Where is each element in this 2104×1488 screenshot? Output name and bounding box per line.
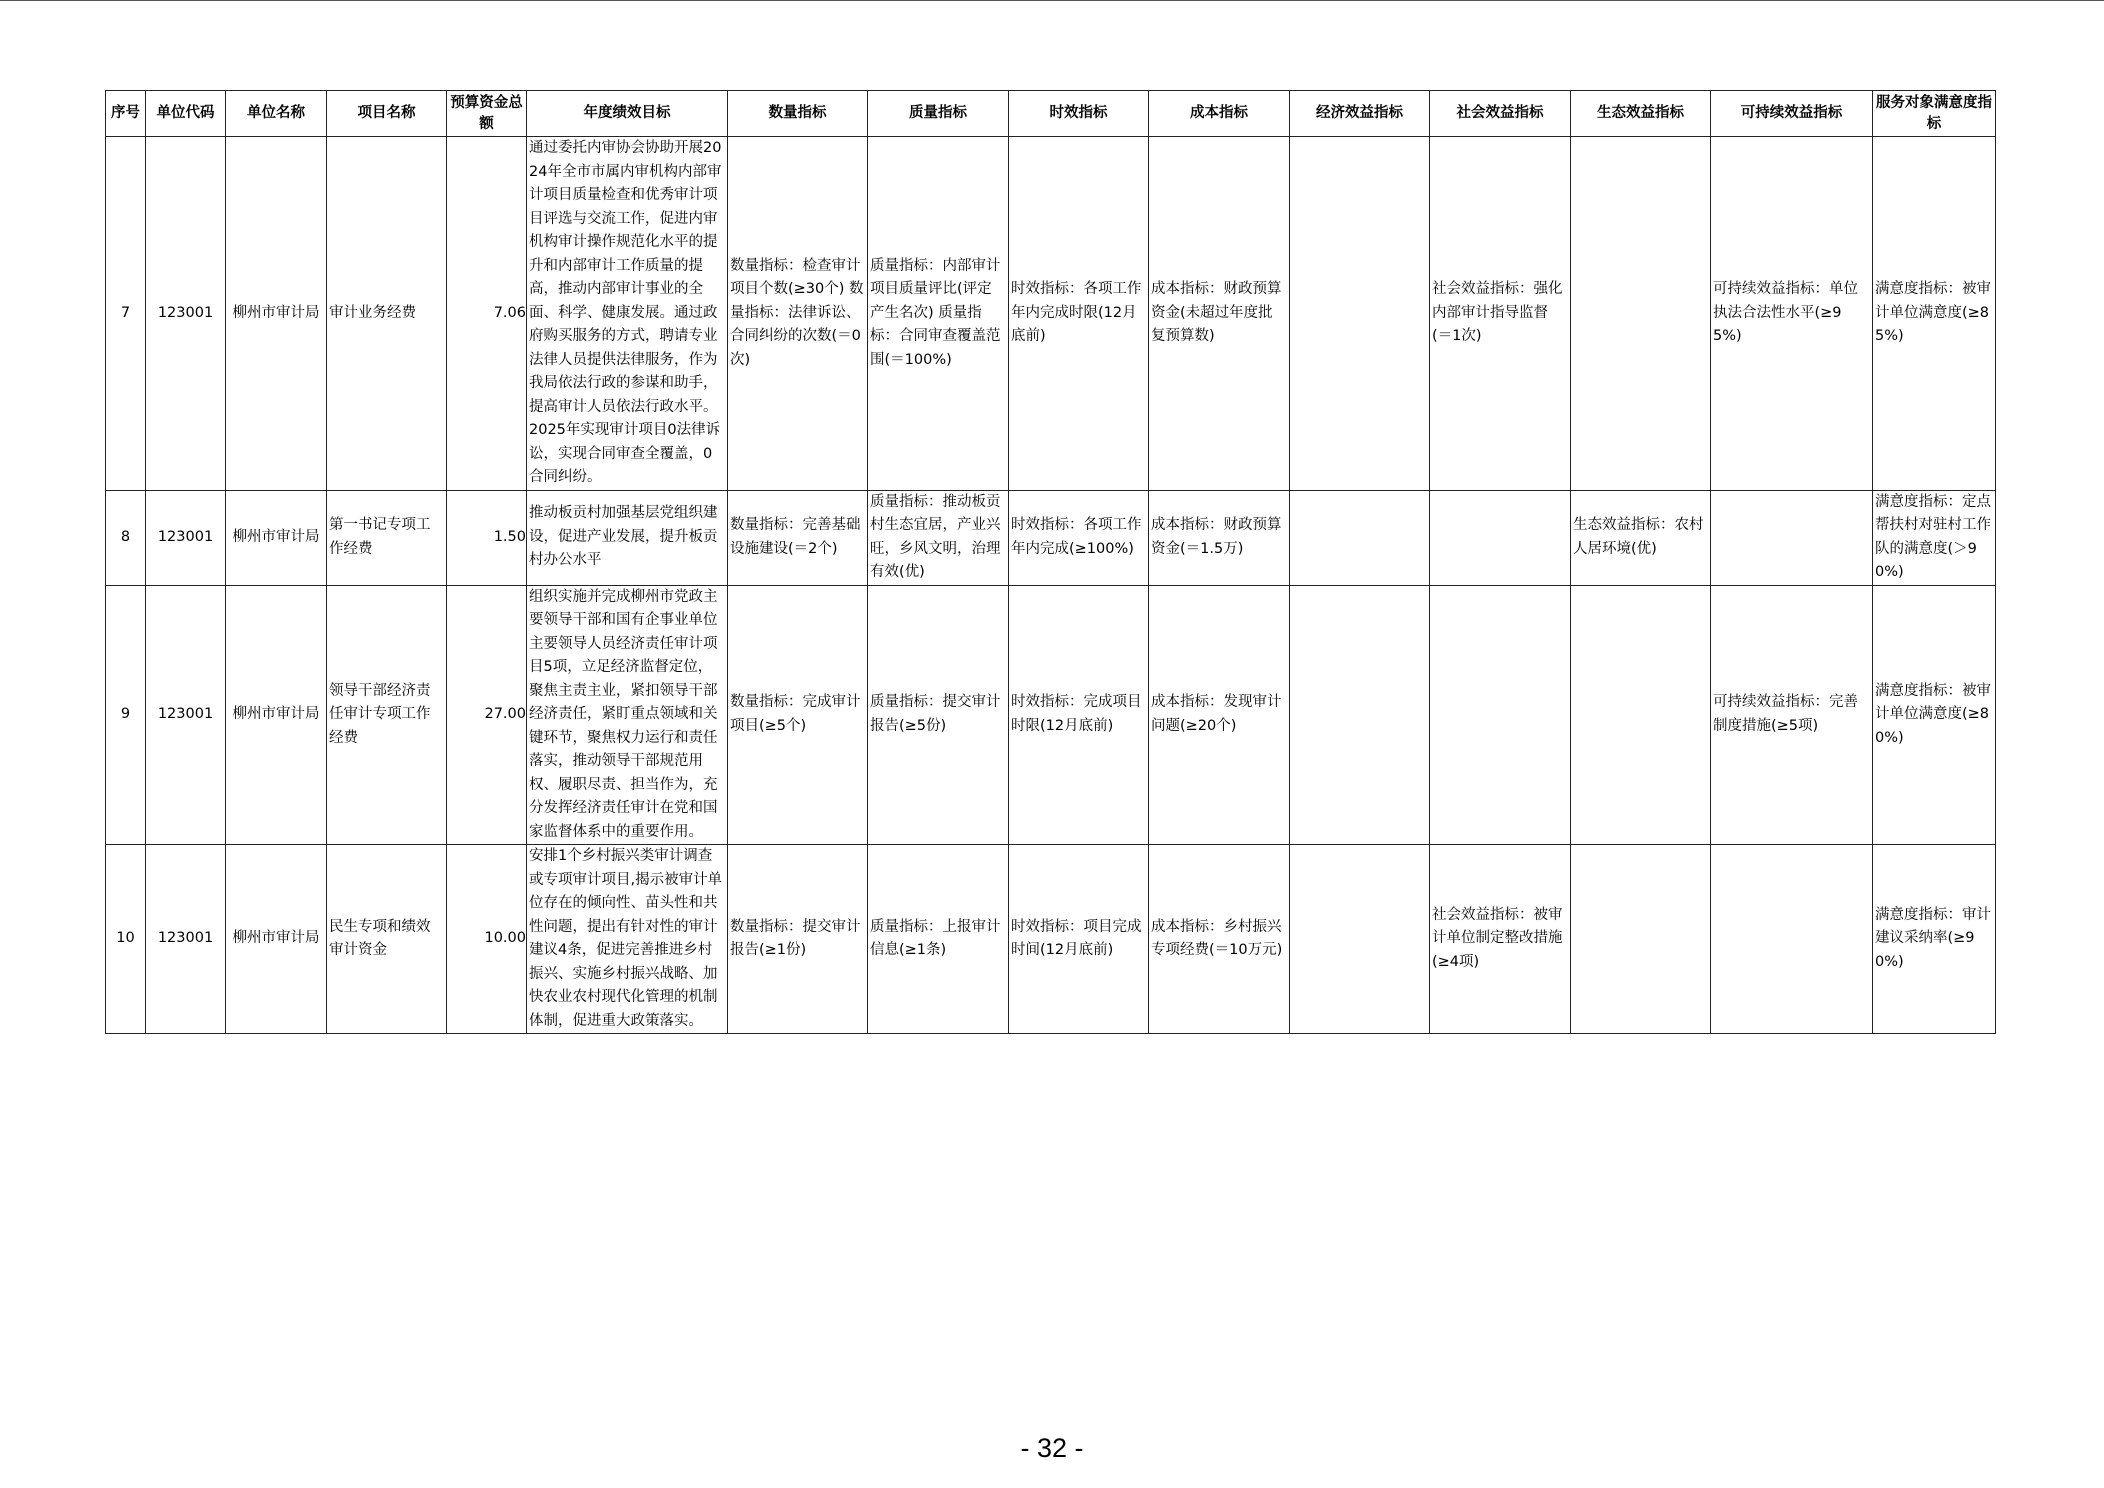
performance-goals-table xyxy=(105,90,1996,1034)
cell-annual-goal: 安排1个乡村振兴类审计调查或专项审计项目,揭示被审计单位存在的倾向性、苗头性和共性问题，提出有针对性的审计建议4条，促进完善推进乡村振兴、实施乡村振兴战略、加快农业农村现代化管理的机制体制，促进重大政策落实。 xyxy=(527,845,728,1034)
cell-social: 社会效益指标：强化内部审计指导监督(＝1次) xyxy=(1430,137,1571,491)
header-budget-total: 预算资金总额 xyxy=(447,91,527,137)
cell-unit-name: 柳州市审计局 xyxy=(226,585,327,845)
cell-ecological xyxy=(1571,137,1711,491)
cell-cost: 成本指标：乡村振兴专项经费(＝10万元) xyxy=(1149,845,1290,1034)
cell-timeliness: 时效指标：完成项目时限(12月底前) xyxy=(1009,585,1149,845)
cell-seq: 7 xyxy=(106,137,146,491)
cell-quality: 质量指标：上报审计信息(≥1条) xyxy=(868,845,1009,1034)
header-sustainable: 可持续效益指标 xyxy=(1711,91,1873,137)
header-satisfaction: 服务对象满意度指标 xyxy=(1873,91,1996,137)
header-seq: 序号 xyxy=(106,91,146,137)
cell-quality: 质量指标：推动板贡村生态宜居，产业兴旺，乡风文明，治理有效(优) xyxy=(868,490,1009,585)
cell-unit-code: 123001 xyxy=(146,490,226,585)
cell-cost: 成本指标：财政预算资金(＝1.5万) xyxy=(1149,490,1290,585)
table-row xyxy=(106,585,1996,845)
cell-satisfaction: 满意度指标：审计建议采纳率(≥90%) xyxy=(1873,845,1996,1034)
cell-quantity: 数量指标：完成审计项目(≥5个) xyxy=(728,585,868,845)
cell-unit-name: 柳州市审计局 xyxy=(226,845,327,1034)
cell-project-name: 第一书记专项工作经费 xyxy=(327,490,447,585)
cell-project-name: 领导干部经济责任审计专项工作经费 xyxy=(327,585,447,845)
cell-quantity: 数量指标：检查审计项目个数(≥30个) 数量指标：法律诉讼、合同纠纷的次数(＝0次) xyxy=(728,137,868,491)
cell-quality: 质量指标：提交审计报告(≥5份) xyxy=(868,585,1009,845)
cell-social: 社会效益指标：被审计单位制定整改措施(≥4项) xyxy=(1430,845,1571,1034)
cell-annual-goal: 组织实施并完成柳州市党政主要领导干部和国有企事业单位主要领导人员经济责任审计项目5项，立足经济监督定位，聚焦主责主业，紧扣领导干部经济责任，紧盯重点领域和关键环节，聚焦权力运行和责任落实，推动领导干部规范用权、履职尽责、担当作为，充分发挥经济责任审计在党和国家监督体系中的重要作用。 xyxy=(527,585,728,845)
cell-sustainable: 可持续效益指标：单位执法合法性水平(≥95%) xyxy=(1711,137,1873,491)
cell-satisfaction: 满意度指标：定点帮扶村对驻村工作队的满意度(＞90%) xyxy=(1873,490,1996,585)
cell-project-name: 民生专项和绩效审计资金 xyxy=(327,845,447,1034)
cell-economic xyxy=(1290,490,1430,585)
cell-satisfaction: 满意度指标：被审计单位满意度(≥80%) xyxy=(1873,585,1996,845)
cell-social xyxy=(1430,490,1571,585)
header-annual-goal: 年度绩效目标 xyxy=(527,91,728,137)
table-row xyxy=(106,137,1996,491)
header-quality: 质量指标 xyxy=(868,91,1009,137)
header-quantity: 数量指标 xyxy=(728,91,868,137)
cell-budget: 10.00 xyxy=(447,845,527,1034)
cell-economic xyxy=(1290,585,1430,845)
cell-seq: 8 xyxy=(106,490,146,585)
cell-timeliness: 时效指标：项目完成时间(12月底前) xyxy=(1009,845,1149,1034)
cell-unit-name: 柳州市审计局 xyxy=(226,490,327,585)
cell-quantity: 数量指标：完善基础设施建设(＝2个) xyxy=(728,490,868,585)
cell-project-name: 审计业务经费 xyxy=(327,137,447,491)
cell-timeliness: 时效指标：各项工作年内完成(≥100%) xyxy=(1009,490,1149,585)
header-social: 社会效益指标 xyxy=(1430,91,1571,137)
top-border-line xyxy=(0,0,2104,1)
header-ecological: 生态效益指标 xyxy=(1571,91,1711,137)
cell-timeliness: 时效指标：各项工作年内完成时限(12月底前) xyxy=(1009,137,1149,491)
cell-budget: 27.00 xyxy=(447,585,527,845)
table-header-row xyxy=(106,91,1996,137)
cell-budget: 1.50 xyxy=(447,490,527,585)
cell-sustainable xyxy=(1711,490,1873,585)
cell-unit-name: 柳州市审计局 xyxy=(226,137,327,491)
header-unit-name: 单位名称 xyxy=(226,91,327,137)
header-cost: 成本指标 xyxy=(1149,91,1290,137)
header-unit-code: 单位代码 xyxy=(146,91,226,137)
cell-unit-code: 123001 xyxy=(146,585,226,845)
cell-budget: 7.06 xyxy=(447,137,527,491)
cell-quantity: 数量指标：提交审计报告(≥1份) xyxy=(728,845,868,1034)
cell-annual-goal: 通过委托内审协会协助开展2024年全市市属内审机构内部审计项目质量检查和优秀审计项目评选与交流工作，促进内审机构审计操作规范化水平的提升和内部审计工作质量的提高，推动内部审计事业的全面、科学、健康发展。通过政府购买服务的方式，聘请专业法律人员提供法律服务，作为我局依法行政的参谋和助手，提高审计人员依法行政水平。2025年实现审计项目0法律诉讼，实现合同审查全覆盖，0合同纠纷。 xyxy=(527,137,728,491)
cell-satisfaction: 满意度指标：被审计单位满意度(≥85%) xyxy=(1873,137,1996,491)
table-row xyxy=(106,845,1996,1034)
cell-ecological xyxy=(1571,585,1711,845)
cell-unit-code: 123001 xyxy=(146,845,226,1034)
cell-ecological: 生态效益指标：农村人居环境(优) xyxy=(1571,490,1711,585)
cell-cost: 成本指标：发现审计问题(≥20个) xyxy=(1149,585,1290,845)
cell-annual-goal: 推动板贡村加强基层党组织建设，促进产业发展，提升板贡村办公水平 xyxy=(527,490,728,585)
cell-seq: 9 xyxy=(106,585,146,845)
cell-quality: 质量指标：内部审计项目质量评比(评定产生名次) 质量指标：合同审查覆盖范围(＝100%) xyxy=(868,137,1009,491)
header-project-name: 项目名称 xyxy=(327,91,447,137)
cell-sustainable xyxy=(1711,845,1873,1034)
cell-economic xyxy=(1290,845,1430,1034)
cell-ecological xyxy=(1571,845,1711,1034)
cell-cost: 成本指标：财政预算资金(未超过年度批复预算数) xyxy=(1149,137,1290,491)
cell-social xyxy=(1430,585,1571,845)
cell-unit-code: 123001 xyxy=(146,137,226,491)
header-economic: 经济效益指标 xyxy=(1290,91,1430,137)
cell-seq: 10 xyxy=(106,845,146,1034)
table-row xyxy=(106,490,1996,585)
page-number: - 32 - xyxy=(1020,1433,1084,1463)
cell-economic xyxy=(1290,137,1430,491)
header-timeliness: 时效指标 xyxy=(1009,91,1149,137)
cell-sustainable: 可持续效益指标：完善制度措施(≥5项) xyxy=(1711,585,1873,845)
performance-table-container xyxy=(105,90,1995,1034)
